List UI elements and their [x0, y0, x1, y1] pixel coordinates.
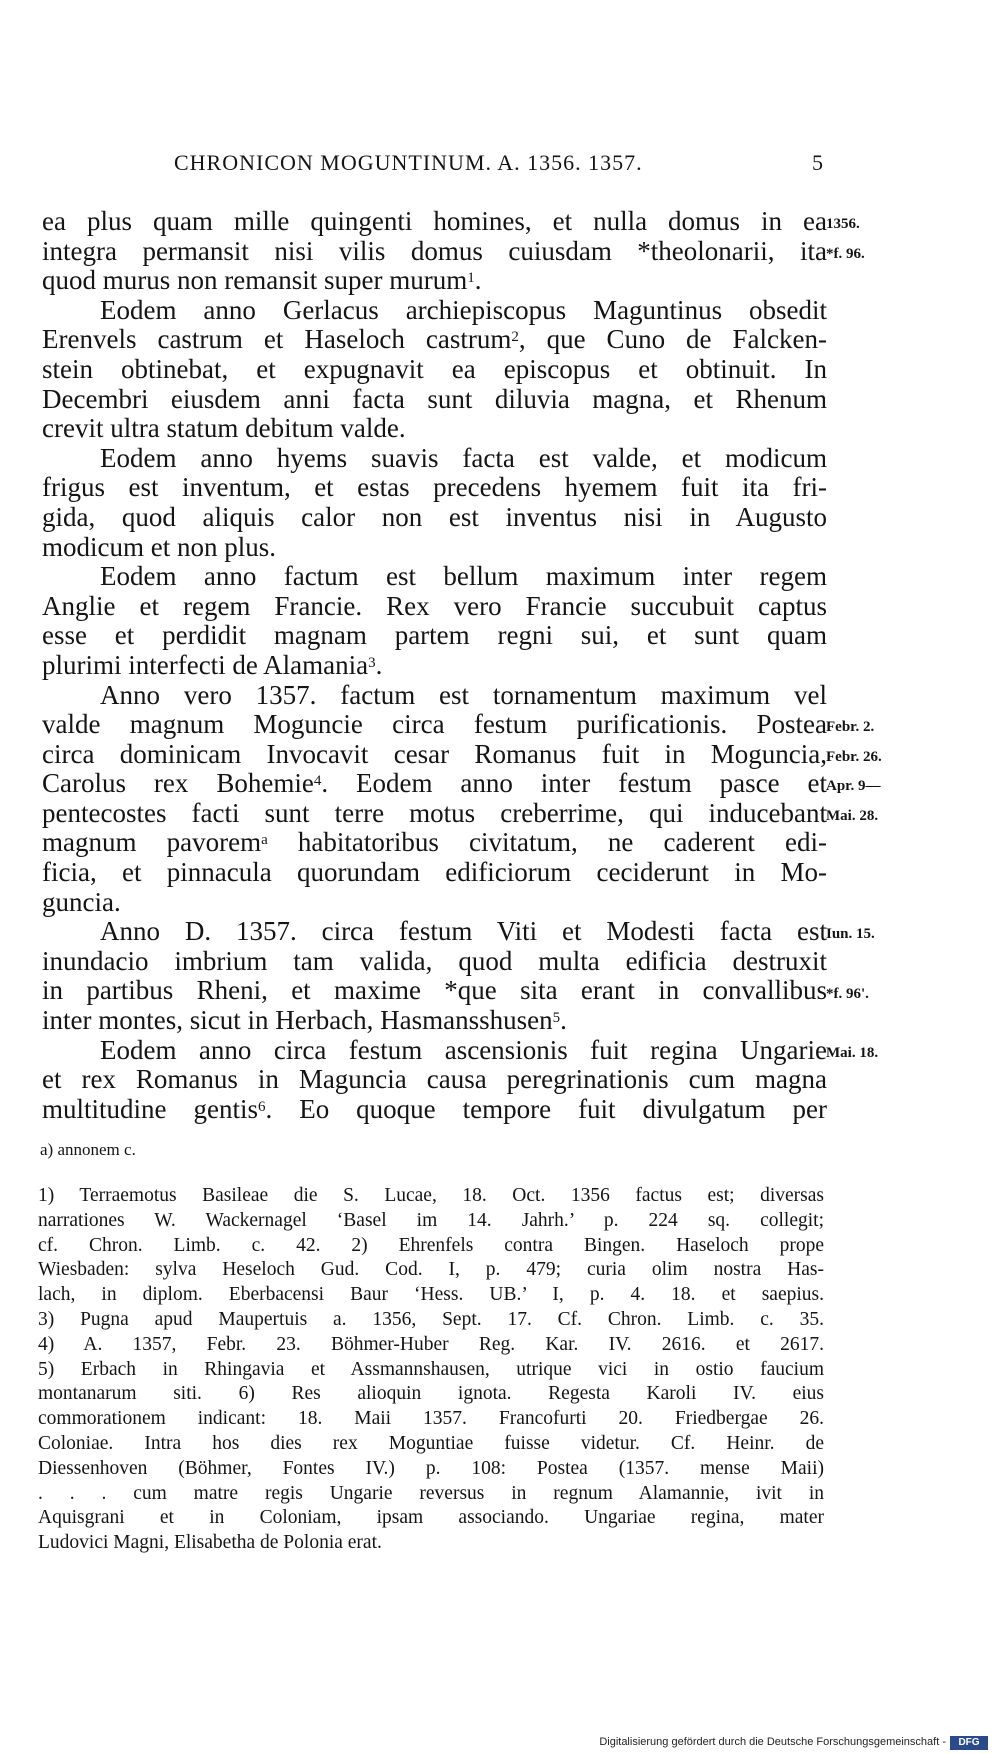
- text-line-content: ea plus quam mille quingenti homines, et nulla domus in ea: [42, 206, 827, 236]
- text-line: [42, 237, 827, 267]
- text-line-content: integra permansit nisi vilis domus cuiusdam *theolonarii, ita: [42, 235, 827, 266]
- text-line-content: crevit ultra statum debitum valde.: [42, 413, 406, 444]
- text-line-content: Carolus rex Bohemie: [42, 768, 314, 799]
- margin-date-note: Apr. 9—: [826, 778, 881, 795]
- footnote-line: Diessenhoven (Böhmer, Fontes IV.) p. 108: Postea (1357. mense Maii): [38, 1457, 824, 1479]
- margin-date-note: Iun. 15.: [826, 926, 875, 943]
- footnote-line: montanarum siti. 6) Res alioquin ignota. Regesta Karoli IV. eius: [38, 1383, 824, 1405]
- text-line: [42, 266, 827, 296]
- text-line: [42, 858, 827, 888]
- text-line: [42, 444, 827, 474]
- footnote-marker: 3: [368, 654, 376, 671]
- text-line: [42, 562, 827, 592]
- text-line-content: inter montes, sicut in Herbach, Hasmansshusen: [42, 1005, 553, 1036]
- margin-date-note: Febr. 26.: [826, 748, 882, 765]
- margin-date-note: *f. 96'.: [826, 985, 869, 1002]
- text-line-content: Eodem anno circa festum ascensionis fuit regina Ungarie: [100, 1034, 827, 1065]
- text-line: [42, 503, 827, 533]
- text-line-content: Erenvels castrum et Haseloch castrum: [42, 324, 512, 355]
- footnote-line: 5) Erbach in Rhingavia et Assmannshausen, utrique vici in ostio faucium: [38, 1358, 824, 1380]
- footnote-line: Coloniae. Intra hos dies rex Moguntiae fuisse videtur. Cf. Heinr. de: [38, 1432, 824, 1454]
- margin-date-note: Mai. 18.: [826, 1044, 879, 1061]
- text-line-content: pentecostes facti sunt terre motus creberrime, qui inducebant: [42, 797, 827, 828]
- text-line-content: inundacio imbrium tam valida, quod multa edificia destruxit: [42, 945, 827, 976]
- text-line: [42, 1036, 827, 1066]
- text-line-content: frigus est inventum, et estas precedens hyemem fuit ita fri-: [42, 472, 827, 503]
- text-line-content: esse et perdidit magnam partem regni sui, et sunt quam: [42, 620, 827, 651]
- text-line: [42, 592, 827, 622]
- text-line-tail: , que Cuno de Falcken-: [518, 324, 827, 355]
- text-line: [42, 947, 827, 977]
- margin-date-note: Febr. 2.: [826, 719, 875, 736]
- text-line: [42, 207, 827, 237]
- footnote-line: . . . cum matre regis Ungarie reversus in regnum Alamannie, ivit in: [38, 1482, 824, 1504]
- text-line: [42, 533, 827, 563]
- text-line: [42, 473, 827, 503]
- text-line: [42, 651, 827, 681]
- text-line-tail: .: [474, 265, 482, 296]
- text-line: [42, 385, 827, 415]
- variant-note: a) annonem c.: [40, 1140, 136, 1159]
- dfg-logo: DFG: [950, 1736, 988, 1750]
- text-line: [42, 414, 827, 444]
- running-title: CHRONICON MOGUNTINUM. A. 1356. 1357.: [174, 150, 643, 175]
- text-line-content: et rex Romanus in Maguncia causa peregrinationis cum magna: [42, 1064, 827, 1095]
- text-line: [42, 888, 827, 918]
- text-line: [42, 296, 827, 326]
- text-line-content: guncia.: [42, 886, 121, 917]
- footnote-line: 3) Pugna apud Maupertuis a. 1356, Sept. 17. Cf. Chron. Limb. c. 35.: [38, 1308, 824, 1330]
- text-line-tail: .: [560, 1005, 567, 1036]
- digitization-credit: Digitalisierung gefördert durch die Deutsche Forschungsgemeinschaft -: [599, 1736, 946, 1748]
- footnote-line: Ludovici Magni, Elisabetha de Polonia erat.: [38, 1532, 382, 1554]
- footnote-marker: 1: [467, 270, 475, 287]
- text-line-content: Eodem anno factum est bellum maximum inter regem: [100, 561, 827, 592]
- text-line: [42, 325, 827, 355]
- text-line-content: gida, quod aliquis calor non est inventus nisi in Augusto: [42, 501, 827, 532]
- footnote-line: 1) Terraemotus Basileae die S. Lucae, 18. Oct. 1356 factus est; diversas: [38, 1185, 824, 1206]
- footnote-line: Wiesbaden: sylva Heseloch Gud. Cod. I, p. 479; curia olim nostra Has-: [38, 1259, 824, 1281]
- margin-date-note: 1356.: [826, 216, 860, 232]
- text-line: [42, 681, 827, 711]
- footnote-line: 4) A. 1357, Febr. 23. Böhmer-Huber Reg. Kar. IV. 2616. et 2617.: [38, 1333, 824, 1355]
- text-line-content: ficia, et pinnacula quorundam edificiorum ceciderunt in Mo-: [42, 857, 827, 888]
- text-line-content: Eodem anno Gerlacus archiepiscopus Maguntinus obsedit: [100, 294, 827, 325]
- text-line-content: magnum pavorem: [42, 827, 262, 858]
- text-line: [42, 740, 827, 770]
- text-line-content: Anglie et regem Francie. Rex vero Francie succubuit captus: [42, 590, 827, 621]
- footnote-marker: a: [261, 832, 268, 849]
- margin-date-note: Mai. 28.: [826, 808, 879, 824]
- page-header: [0, 150, 1000, 186]
- text-line: [42, 976, 827, 1006]
- text-line-content: Decembri eiusdem anni facta sunt diluvia magna, et Rhenum: [42, 383, 827, 414]
- text-line-content: quod murus non remansit super murum: [42, 265, 468, 296]
- text-line-tail: . Eo quoque tempore fuit divulgatum per: [265, 1093, 827, 1124]
- footnote-line: cf. Chron. Limb. c. 42. 2) Ehrenfels contra Bingen. Haseloch prope: [38, 1234, 824, 1256]
- footnote-marker: 4: [313, 773, 322, 790]
- text-line-content: Eodem anno hyems suavis facta est valde, et modicum: [100, 442, 827, 473]
- footnote-line: narrationes W. Wackernagel ‘Basel im 14. Jahrh.’ p. 224 sq. collegit;: [38, 1209, 824, 1231]
- footnote-line: Aquisgrani et in Coloniam, ipsam associando. Ungariae regina, mater: [38, 1507, 824, 1529]
- text-line-content: Anno D. 1357. circa festum Viti et Modesti facta est: [100, 916, 827, 947]
- text-line-tail: .: [375, 649, 383, 680]
- footnote-line: commorationem indicant: 18. Maii 1357. Francofurti 20. Friedbergae 26.: [38, 1408, 824, 1430]
- text-line-content: plurimi interfecti de Alamania: [42, 649, 369, 680]
- text-line-content: in partibus Rheni, et maxime *que sita erant in convallibus: [42, 975, 827, 1006]
- footnote-marker: 2: [511, 329, 519, 346]
- text-line-content: multitudine gentis: [42, 1093, 258, 1124]
- text-line: [42, 799, 827, 829]
- text-line: [42, 1006, 827, 1036]
- text-line-content: Anno vero 1357. factum est tornamentum maximum vel: [100, 679, 827, 710]
- page-number: 5: [812, 150, 823, 175]
- text-line-content: circa dominicam Invocavit cesar Romanus fuit in Moguncia,: [42, 738, 827, 769]
- text-line: [42, 1095, 827, 1125]
- footnote-line: lach, in diplom. Eberbacensi Baur ‘Hess. UB.’ I, p. 4. 18. et saepius.: [38, 1284, 824, 1306]
- footnote-marker: 6: [257, 1098, 266, 1115]
- text-line: [42, 1065, 827, 1095]
- text-line-content: modicum et non plus.: [42, 531, 276, 562]
- main-text: [42, 207, 827, 1124]
- text-line-tail: . Eodem anno inter festum pasce et: [321, 768, 827, 799]
- text-line: [42, 621, 827, 651]
- text-line-tail: habitatoribus civitatum, ne caderent edi-: [267, 827, 827, 858]
- text-line: [42, 828, 827, 858]
- text-line-content: stein obtinebat, et expugnavit ea episcopus et obtinuit. In: [42, 353, 827, 384]
- text-line: [42, 917, 827, 947]
- footnote-marker: 5: [552, 1010, 561, 1027]
- text-line: [42, 769, 827, 799]
- text-line-content: valde magnum Moguncie circa festum purificationis. Postea: [42, 709, 827, 740]
- text-line: [42, 710, 827, 740]
- text-line: [42, 355, 827, 385]
- footnotes: [38, 1184, 824, 1556]
- margin-date-note: *f. 96.: [826, 245, 865, 262]
